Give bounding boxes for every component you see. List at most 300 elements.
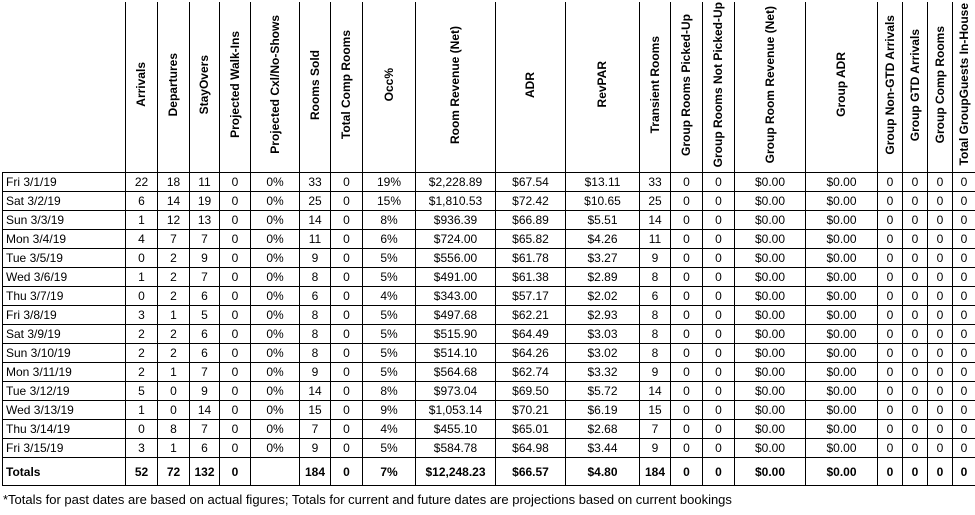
table-cell: 0 (953, 230, 975, 249)
table-cell: $0.00 (735, 458, 806, 486)
column-header-label: ADR (523, 71, 538, 98)
table-cell: 5% (363, 268, 416, 287)
table-cell: $0.00 (806, 230, 878, 249)
date-cell: Fri 3/15/19 (3, 439, 126, 458)
table-cell: 0 (703, 306, 735, 325)
table-cell: $2.89 (566, 268, 640, 287)
column-header (878, 2, 903, 173)
table-cell: 0 (220, 268, 251, 287)
table-cell: $4.80 (566, 458, 640, 486)
table-cell: 33 (300, 173, 331, 192)
date-cell: Sun 3/3/19 (3, 211, 126, 230)
table-cell: $0.00 (735, 287, 806, 306)
table-cell: 0 (928, 325, 953, 344)
table-cell: 0 (953, 363, 975, 382)
table-cell: 0 (953, 344, 975, 363)
table-cell: 0 (928, 230, 953, 249)
table-cell: 5% (363, 306, 416, 325)
table-cell: 0 (928, 287, 953, 306)
table-cell: 0 (331, 173, 363, 192)
table-cell: 0 (903, 401, 928, 420)
table-cell: 0 (903, 344, 928, 363)
table-cell: 2 (126, 363, 158, 382)
table-cell: $0.00 (735, 401, 806, 420)
column-header (158, 2, 190, 173)
table-cell: 0% (251, 363, 300, 382)
column-header-label: Projected Walk-Ins (227, 31, 242, 139)
table-cell: 6 (190, 344, 220, 363)
table-cell: 0 (220, 211, 251, 230)
table-cell: $66.89 (496, 211, 566, 230)
table-row (3, 287, 975, 306)
table-cell: 2 (158, 268, 190, 287)
column-header-label: Total GroupGuests In-House (956, 3, 971, 166)
table-cell: $2,228.89 (416, 173, 496, 192)
table-cell: 0 (158, 382, 190, 401)
table-cell: $0.00 (806, 439, 878, 458)
table-cell: 18 (158, 173, 190, 192)
table-cell: $1,053.14 (416, 401, 496, 420)
table-cell: 0 (928, 306, 953, 325)
table-cell: 5 (190, 306, 220, 325)
table-cell: $12,248.23 (416, 458, 496, 486)
table-cell: 2 (158, 287, 190, 306)
table-cell: 8% (363, 382, 416, 401)
table-cell: 0 (928, 439, 953, 458)
table-cell: 0% (251, 287, 300, 306)
table-cell: $0.00 (735, 249, 806, 268)
table-cell: $0.00 (806, 344, 878, 363)
table-cell: $0.00 (735, 306, 806, 325)
table-cell: 0 (331, 363, 363, 382)
column-header-label: Total Comp Rooms (339, 30, 354, 140)
table-cell: 0% (251, 439, 300, 458)
table-cell: 0 (928, 344, 953, 363)
table-cell: 0 (671, 325, 703, 344)
table-cell: 6% (363, 230, 416, 249)
date-cell: Sun 3/10/19 (3, 344, 126, 363)
date-cell: Sat 3/2/19 (3, 192, 126, 211)
date-column-header (3, 2, 126, 173)
table-row (3, 363, 975, 382)
table-cell: $62.21 (496, 306, 566, 325)
date-cell: Thu 3/14/19 (3, 420, 126, 439)
table-cell: 0 (126, 249, 158, 268)
table-cell: 0 (928, 173, 953, 192)
table-cell: 33 (640, 173, 671, 192)
table-cell: 0 (953, 249, 975, 268)
table-cell: 0 (331, 344, 363, 363)
table-cell: 0 (953, 268, 975, 287)
table-cell: 0 (928, 211, 953, 230)
table-cell: 6 (190, 439, 220, 458)
table-cell: 0 (878, 211, 903, 230)
table-cell: $69.50 (496, 382, 566, 401)
table-cell: $0.00 (735, 363, 806, 382)
table-cell: $0.00 (806, 382, 878, 401)
totals-label: Totals (3, 458, 126, 486)
table-cell: 0 (953, 401, 975, 420)
table-cell: 0% (251, 192, 300, 211)
table-cell: $0.00 (735, 230, 806, 249)
column-header-label: Transient Rooms (647, 35, 662, 134)
table-cell: $70.21 (496, 401, 566, 420)
table-cell: 9 (300, 363, 331, 382)
date-cell: Mon 3/4/19 (3, 230, 126, 249)
table-cell: 0 (703, 173, 735, 192)
table-cell: $0.00 (735, 382, 806, 401)
table-cell: 0 (953, 306, 975, 325)
table-cell: 15 (300, 401, 331, 420)
table-cell: $2.68 (566, 420, 640, 439)
table-cell: $65.01 (496, 420, 566, 439)
table-cell: 0 (878, 306, 903, 325)
table-cell: 0 (671, 401, 703, 420)
table-cell: 0 (220, 173, 251, 192)
table-cell: 72 (158, 458, 190, 486)
table-row (3, 173, 975, 192)
table-cell: 14 (158, 192, 190, 211)
table-header (3, 2, 975, 173)
table-cell: 25 (300, 192, 331, 211)
table-cell: $57.17 (496, 287, 566, 306)
table-cell: 0 (220, 439, 251, 458)
table-cell: $497.68 (416, 306, 496, 325)
table-cell: 8 (158, 420, 190, 439)
table-cell: 0 (703, 420, 735, 439)
table-cell: 7 (640, 420, 671, 439)
table-cell: $584.78 (416, 439, 496, 458)
table-cell: 1 (158, 306, 190, 325)
table-cell: 0 (220, 230, 251, 249)
column-header (953, 2, 975, 173)
table-cell: 0 (903, 325, 928, 344)
table-cell: 14 (300, 211, 331, 230)
table-cell: 0 (703, 363, 735, 382)
table-row (3, 344, 975, 363)
column-header (735, 2, 806, 173)
table-cell: 0 (903, 458, 928, 486)
table-cell: 0 (878, 325, 903, 344)
table-cell: 0% (251, 325, 300, 344)
table-cell: 13 (190, 211, 220, 230)
table-cell: 0 (903, 287, 928, 306)
table-cell: 0 (331, 268, 363, 287)
table-cell: $0.00 (806, 211, 878, 230)
table-row (3, 211, 975, 230)
table-cell: 132 (190, 458, 220, 486)
table-cell: 0 (220, 287, 251, 306)
table-cell: 0 (903, 420, 928, 439)
table-cell: 0 (671, 439, 703, 458)
table-cell: $0.00 (735, 268, 806, 287)
table-cell: 4 (126, 230, 158, 249)
table-cell: $0.00 (735, 420, 806, 439)
table-cell: 0 (331, 306, 363, 325)
table-cell: 0 (220, 306, 251, 325)
table-row (3, 306, 975, 325)
table-cell: 5% (363, 363, 416, 382)
table-cell: $10.65 (566, 192, 640, 211)
table-cell (251, 458, 300, 486)
table-cell: $64.26 (496, 344, 566, 363)
date-cell: Wed 3/6/19 (3, 268, 126, 287)
table-cell: $3.44 (566, 439, 640, 458)
table-cell: 14 (300, 382, 331, 401)
table-cell: 5% (363, 249, 416, 268)
table-cell: 1 (158, 363, 190, 382)
table-cell: 9 (640, 363, 671, 382)
table-cell: $0.00 (806, 268, 878, 287)
table-cell: 1 (158, 439, 190, 458)
table-cell: 0 (331, 230, 363, 249)
table-cell: $0.00 (735, 211, 806, 230)
table-cell: 0 (671, 192, 703, 211)
table-cell: 25 (640, 192, 671, 211)
table-cell: $0.00 (806, 401, 878, 420)
table-cell: $61.78 (496, 249, 566, 268)
table-cell: $564.68 (416, 363, 496, 382)
table-cell: 11 (640, 230, 671, 249)
table-cell: $973.04 (416, 382, 496, 401)
column-header (903, 2, 928, 173)
column-header (363, 2, 416, 173)
table-cell: $3.02 (566, 344, 640, 363)
date-cell: Tue 3/5/19 (3, 249, 126, 268)
table-cell: $72.42 (496, 192, 566, 211)
table-cell: 0 (903, 306, 928, 325)
table-cell: 7 (158, 230, 190, 249)
table-cell: $0.00 (735, 344, 806, 363)
table-cell: 9 (190, 249, 220, 268)
table-cell: 0 (928, 192, 953, 211)
column-header-label: Departures (166, 52, 181, 117)
table-cell: 2 (126, 325, 158, 344)
table-cell: $0.00 (806, 306, 878, 325)
table-cell: 0% (251, 249, 300, 268)
table-cell: 0 (331, 211, 363, 230)
table-cell: 0 (331, 382, 363, 401)
table-cell: 9 (190, 382, 220, 401)
table-cell: 8 (300, 344, 331, 363)
table-cell: $0.00 (735, 325, 806, 344)
date-cell: Fri 3/1/19 (3, 173, 126, 192)
table-cell: 5 (126, 382, 158, 401)
table-row (3, 439, 975, 458)
table-cell: 0 (953, 420, 975, 439)
column-header (566, 2, 640, 173)
table-cell: 0 (928, 249, 953, 268)
table-cell: 0 (703, 325, 735, 344)
table-cell: 0 (158, 401, 190, 420)
table-cell: 0 (220, 382, 251, 401)
table-cell: 11 (190, 173, 220, 192)
table-cell: 0 (671, 287, 703, 306)
table-cell: 1 (126, 211, 158, 230)
table-cell: 0% (251, 382, 300, 401)
table-cell: 2 (158, 249, 190, 268)
table-cell: 9 (640, 249, 671, 268)
column-header (496, 2, 566, 173)
table-cell: 0% (251, 173, 300, 192)
column-header-label: Group Non-GTD Arrivals (882, 14, 897, 155)
table-cell: 0 (928, 401, 953, 420)
table-cell: 22 (126, 173, 158, 192)
date-cell: Thu 3/7/19 (3, 287, 126, 306)
table-cell: 9 (300, 439, 331, 458)
table-cell: 0% (251, 268, 300, 287)
table-cell: 8 (300, 306, 331, 325)
table-cell: 15 (640, 401, 671, 420)
table-cell: 0 (671, 306, 703, 325)
column-header-label: Occ% (381, 67, 396, 102)
table-cell: 8 (640, 306, 671, 325)
table-cell: 0 (903, 211, 928, 230)
column-header (190, 2, 220, 173)
table-cell: 0 (928, 382, 953, 401)
table-cell: $0.00 (806, 173, 878, 192)
table-cell: 1 (126, 401, 158, 420)
table-cell: 2 (158, 325, 190, 344)
table-cell: $4.26 (566, 230, 640, 249)
table-cell: 0 (878, 173, 903, 192)
table-cell: 5% (363, 325, 416, 344)
column-header (416, 2, 496, 173)
table-cell: 0 (220, 458, 251, 486)
table-cell: 0 (703, 249, 735, 268)
table-cell: 0 (928, 268, 953, 287)
date-cell: Fri 3/8/19 (3, 306, 126, 325)
date-cell: Sat 3/9/19 (3, 325, 126, 344)
table-cell: 0 (878, 401, 903, 420)
table-cell: 0 (671, 230, 703, 249)
table-cell: 15% (363, 192, 416, 211)
column-header-label: Projected Cxl/No-Shows (267, 15, 282, 155)
table-cell: 7 (190, 268, 220, 287)
table-cell: 6 (126, 192, 158, 211)
table-cell: $1,810.53 (416, 192, 496, 211)
table-cell: 0% (251, 230, 300, 249)
table-cell: $13.11 (566, 173, 640, 192)
table-cell: 14 (640, 382, 671, 401)
table-cell: 0 (220, 420, 251, 439)
table-cell: 0 (903, 439, 928, 458)
table-cell: 0 (928, 363, 953, 382)
table-cell: 0 (703, 230, 735, 249)
column-header-label: Room Revenue (Net) (448, 25, 463, 144)
date-cell: Tue 3/12/19 (3, 382, 126, 401)
table-row (3, 382, 975, 401)
table-cell: 2 (126, 344, 158, 363)
table-cell: 0 (331, 420, 363, 439)
table-cell: 7 (190, 230, 220, 249)
table-cell: 0 (878, 439, 903, 458)
table-cell: $67.54 (496, 173, 566, 192)
table-row (3, 420, 975, 439)
table-cell: 19 (190, 192, 220, 211)
column-header (300, 2, 331, 173)
table-cell: 0% (251, 401, 300, 420)
column-header-label: Rooms Sold (307, 49, 322, 120)
table-cell: 0 (903, 230, 928, 249)
table-cell: 5% (363, 439, 416, 458)
table-cell: 0 (953, 382, 975, 401)
table-cell: 0 (953, 287, 975, 306)
column-header-label: Arrivals (134, 62, 149, 108)
table-cell: $491.00 (416, 268, 496, 287)
table-row (3, 192, 975, 211)
table-cell: 0 (878, 420, 903, 439)
table-cell: 5% (363, 344, 416, 363)
table-cell: 6 (190, 287, 220, 306)
table-cell: $3.27 (566, 249, 640, 268)
table-cell: 4% (363, 420, 416, 439)
table-cell: 0% (251, 306, 300, 325)
column-header (251, 2, 300, 173)
table-cell: 2 (158, 344, 190, 363)
table-cell: $343.00 (416, 287, 496, 306)
table-cell: 0 (671, 211, 703, 230)
date-cell: Wed 3/13/19 (3, 401, 126, 420)
table-cell: 0% (251, 344, 300, 363)
table-cell: $3.03 (566, 325, 640, 344)
table-cell: $0.00 (806, 420, 878, 439)
table-row (3, 230, 975, 249)
table-cell: 3 (126, 306, 158, 325)
table-cell: $64.98 (496, 439, 566, 458)
table-cell: 0 (671, 344, 703, 363)
column-header-label: StayOvers (197, 54, 212, 115)
table-cell: $64.49 (496, 325, 566, 344)
table-cell: 0 (878, 458, 903, 486)
table-cell: 0 (703, 192, 735, 211)
table-cell: 7 (190, 420, 220, 439)
table-cell: 0 (220, 401, 251, 420)
table-cell: 0 (878, 344, 903, 363)
table-cell: 0 (878, 268, 903, 287)
table-row (3, 325, 975, 344)
table-cell: 19% (363, 173, 416, 192)
table-cell: 0 (671, 249, 703, 268)
table-cell: 52 (126, 458, 158, 486)
table-cell: 8 (300, 268, 331, 287)
table-cell: 0 (331, 249, 363, 268)
table-cell: 3 (126, 439, 158, 458)
date-cell: Mon 3/11/19 (3, 363, 126, 382)
table-cell: $0.00 (806, 325, 878, 344)
table-cell: $514.10 (416, 344, 496, 363)
table-cell: 0 (878, 382, 903, 401)
column-header (806, 2, 878, 173)
table-cell: 7% (363, 458, 416, 486)
table-cell: 0 (671, 382, 703, 401)
table-cell: $66.57 (496, 458, 566, 486)
table-cell: 0 (331, 325, 363, 344)
table-cell: 0 (126, 420, 158, 439)
table-cell: 0 (953, 439, 975, 458)
table-cell: $936.39 (416, 211, 496, 230)
table-cell: 0 (220, 344, 251, 363)
table-cell: 0 (126, 287, 158, 306)
table-cell: 7 (190, 363, 220, 382)
table-cell: 0 (671, 173, 703, 192)
table-row (3, 401, 975, 420)
column-header-label: Group Rooms Picked-Up (679, 13, 694, 156)
table-cell: 0 (903, 363, 928, 382)
table-cell: $0.00 (806, 249, 878, 268)
column-header (126, 2, 158, 173)
table-cell: 0% (251, 420, 300, 439)
